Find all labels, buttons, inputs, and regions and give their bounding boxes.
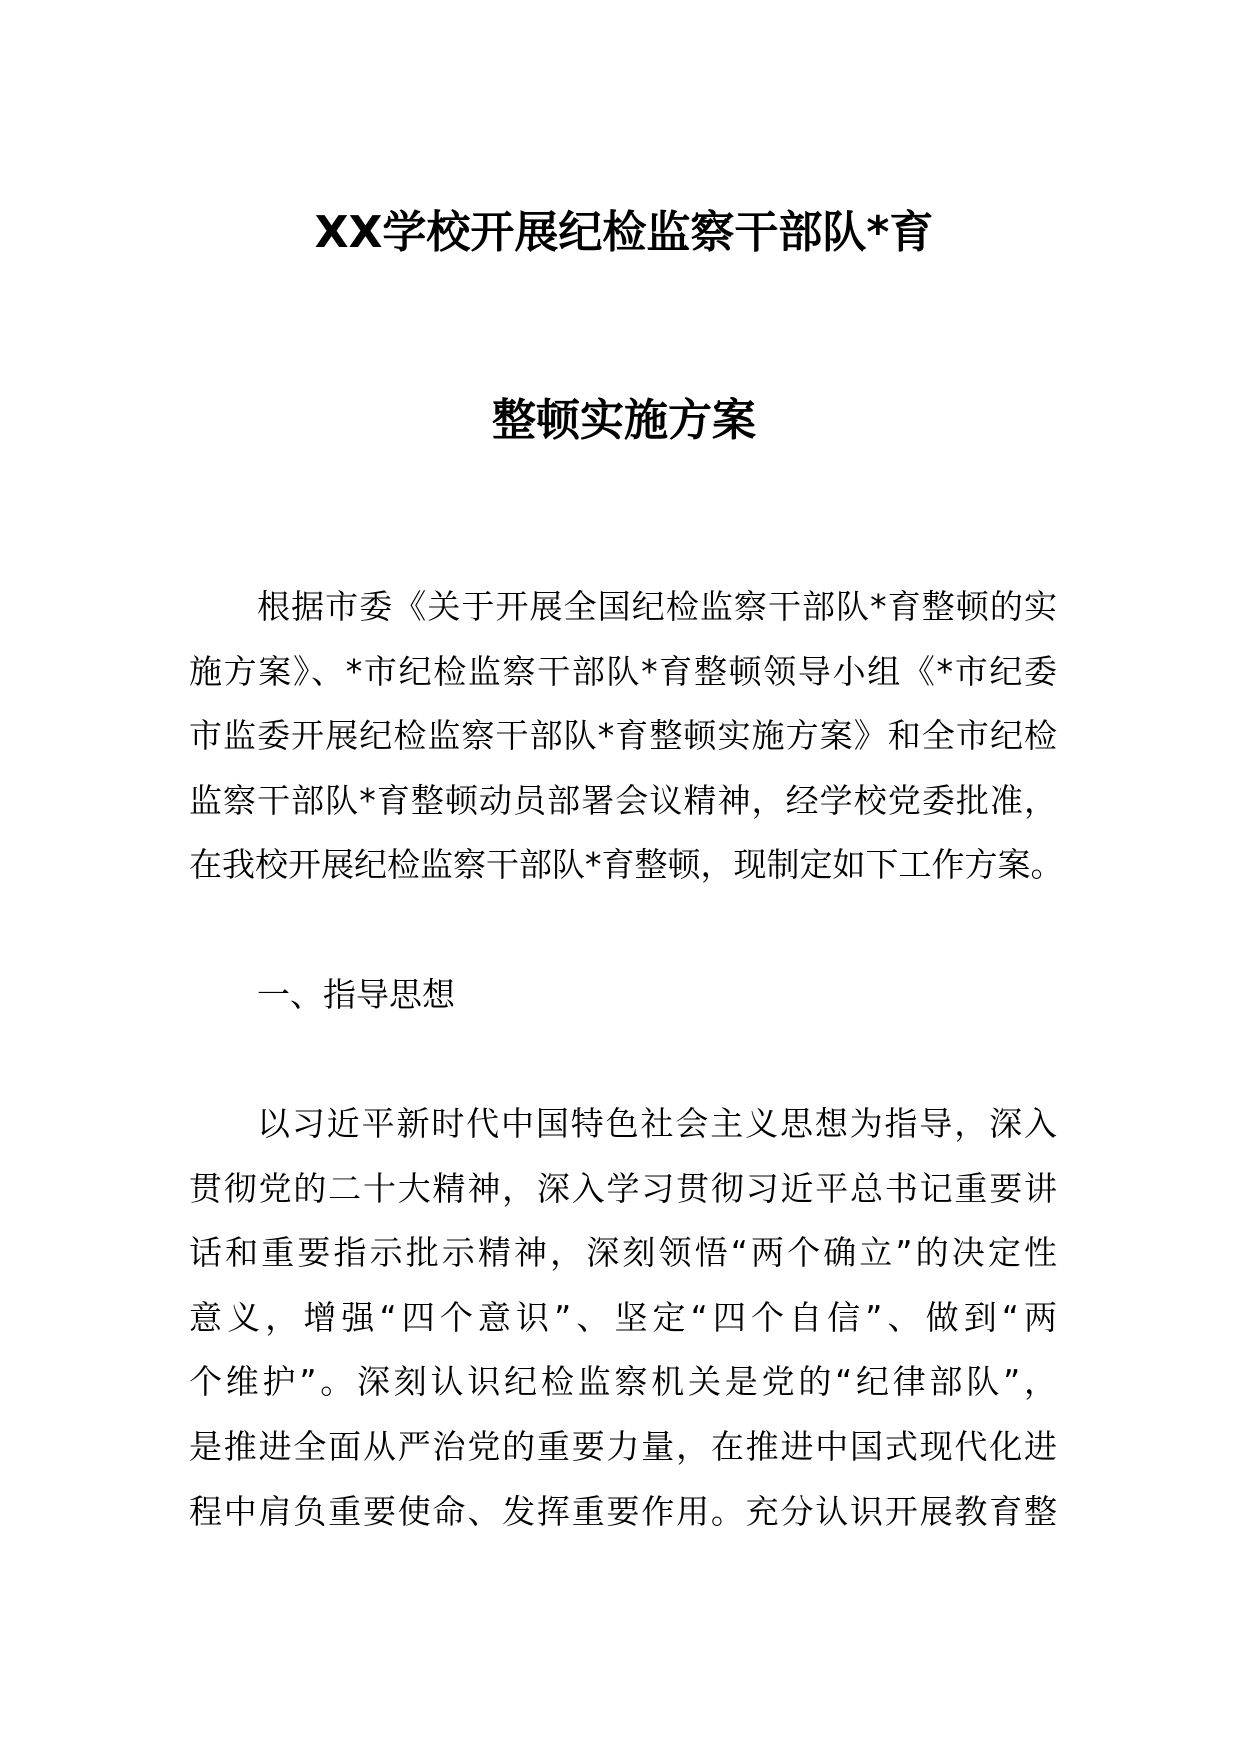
document-title-line-1: XX学校开展纪检监察干部队*育 — [314, 207, 934, 258]
paragraph-line: 在我校开展纪检监察干部队*育整顿，现制定如下工作方案。 — [189, 845, 1064, 885]
paragraph-line: 意义，增强“四个意识”、坚定“四个自信”、做到“两 — [189, 1297, 1057, 1337]
guiding-ideology-paragraph — [189, 1092, 1057, 1544]
paragraph-line: 监察干部队*育整顿动员部署会议精神，经学校党委批准， — [189, 780, 1057, 820]
paragraph-line: 以习近平新时代中国特色社会主义思想为指导，深入 — [257, 1104, 1057, 1143]
intro-paragraph — [189, 575, 1064, 898]
paragraph-line: 根据市委《关于开展全国纪检监察干部队*育整顿的实 — [257, 587, 1057, 626]
paragraph-line: 个维护”。深刻认识纪检监察机关是党的“纪律部队”， — [189, 1362, 1057, 1402]
paragraph-line: 是推进全面从严治党的重要力量，在推进中国式现代化进 — [189, 1426, 1057, 1466]
paragraph-line: 市监委开展纪检监察干部队*育整顿实施方案》和全市纪检 — [189, 716, 1057, 756]
document-title-line-2: 整顿实施方案 — [492, 395, 756, 446]
paragraph-line: 程中肩负重要使命、发挥重要作用。充分认识开展教育整 — [189, 1491, 1057, 1531]
paragraph-line: 施方案》、*市纪检监察干部队*育整顿领导小组《*市纪委 — [189, 651, 1057, 691]
paragraph-line: 贯彻党的二十大精神，深入学习贯彻习近平总书记重要讲 — [189, 1168, 1057, 1208]
section-heading-text: 一、指导思想 — [257, 975, 455, 1014]
paragraph-line: 话和重要指示批示精神，深刻领悟“两个确立”的决定性 — [189, 1233, 1057, 1273]
section-heading — [189, 963, 1057, 1028]
